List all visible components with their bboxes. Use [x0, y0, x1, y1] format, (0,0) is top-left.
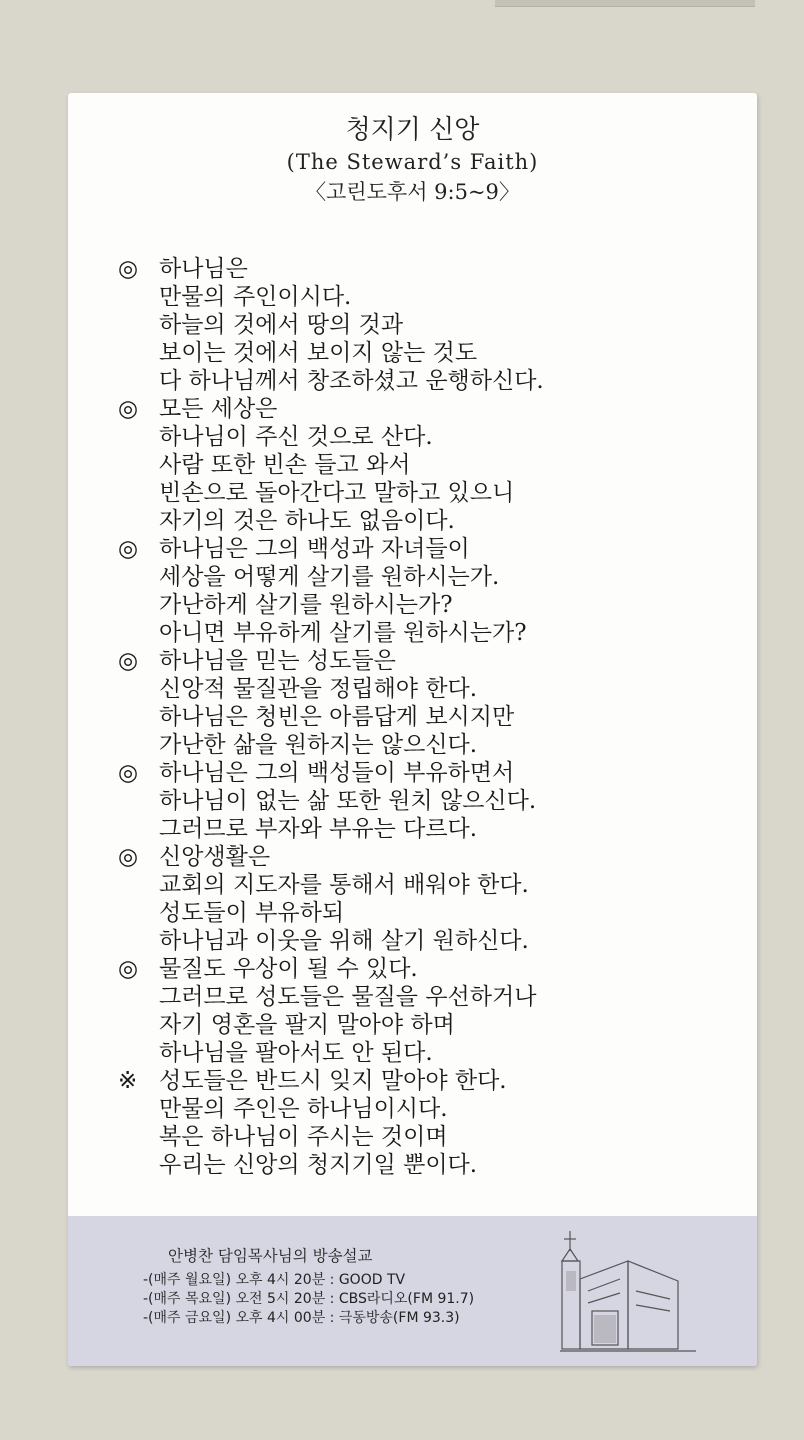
section-8	[118, 1067, 738, 1179]
section-heading	[118, 647, 738, 675]
section-line: 성도들이 부유하되	[159, 900, 345, 926]
section-line: 가난하게 살기를 원하시는가?	[159, 592, 453, 618]
page-title: 청지기 신앙	[345, 115, 480, 145]
section-line: 복은 하나님이 주시는 것이며	[159, 1124, 448, 1150]
section-line: 다 하나님께서 창조하셨고 운행하신다.	[159, 368, 544, 394]
bullseye-bullet-icon: ◎	[118, 256, 139, 282]
bullseye-bullet-icon: ◎	[118, 760, 139, 786]
section-heading	[118, 759, 738, 787]
section-heading	[118, 1067, 738, 1095]
section-heading-text: 성도들은 반드시 잊지 말아야 한다.	[159, 1068, 507, 1094]
section-heading-text: 하나님은 그의 백성과 자녀들이	[159, 536, 470, 562]
bullseye-bullet-icon: ◎	[118, 648, 139, 674]
section-heading	[118, 395, 738, 423]
section-line: 만물의 주인은 하나님이시다.	[159, 1096, 448, 1122]
title-block	[68, 113, 757, 207]
section-line: 교회의 지도자를 통해서 배워야 한다.	[159, 872, 529, 898]
bullseye-bullet-icon: ◎	[118, 956, 139, 982]
section-line: 만물의 주인이시다.	[159, 284, 352, 310]
page-subtitle: (The Steward’s Faith)	[286, 150, 539, 174]
section-heading-text: 하나님을 믿는 성도들은	[159, 648, 396, 674]
section-line: 보이는 것에서 보이지 않는 것도	[159, 340, 478, 366]
sermon-body	[118, 255, 738, 1179]
section-heading-text: 신앙생활은	[159, 844, 271, 870]
section-line: 자기의 것은 하나도 없음이다.	[159, 508, 455, 534]
section-4	[118, 647, 738, 759]
background-shelf-edge	[495, 0, 755, 7]
section-line: 가난한 삶을 원하지는 않으신다.	[159, 732, 478, 758]
reference-mark-icon: ※	[118, 1068, 138, 1094]
broadcast-line: -(매주 목요일) 오전 5시 20분 : CBS라디오(FM 91.7)	[143, 1291, 475, 1307]
section-line: 하나님을 팔아서도 안 된다.	[159, 1040, 433, 1066]
section-heading-text: 하나님은 그의 백성들이 부유하면서	[159, 760, 515, 786]
sermon-card	[68, 93, 757, 1366]
bullseye-bullet-icon: ◎	[118, 396, 139, 422]
section-1	[118, 255, 738, 395]
section-line: 그러므로 성도들은 물질을 우선하거나	[159, 984, 537, 1010]
section-2	[118, 395, 738, 535]
section-line: 그러므로 부자와 부유는 다르다.	[159, 816, 478, 842]
section-heading	[118, 955, 738, 983]
broadcast-line: -(매주 금요일) 오후 4시 00분 : 극동방송(FM 93.3)	[143, 1310, 460, 1326]
section-line: 하나님이 주신 것으로 산다.	[159, 424, 433, 450]
section-5	[118, 759, 738, 843]
church-building-icon	[558, 1221, 698, 1361]
section-heading	[118, 535, 738, 563]
section-6	[118, 843, 738, 955]
section-line: 자기 영혼을 팔지 말아야 하며	[159, 1012, 455, 1038]
bullseye-bullet-icon: ◎	[118, 536, 139, 562]
section-line: 세상을 어떻게 살기를 원하시는가.	[159, 564, 500, 590]
section-heading-text: 물질도 우상이 될 수 있다.	[159, 956, 418, 982]
section-7	[118, 955, 738, 1067]
broadcast-footer	[68, 1216, 757, 1366]
broadcast-schedule	[143, 1271, 474, 1328]
section-line: 아니면 부유하게 살기를 원하시는가?	[159, 620, 527, 646]
section-line: 하나님이 없는 삶 또한 원치 않으신다.	[159, 788, 537, 814]
section-heading	[118, 843, 738, 871]
broadcast-line: -(매주 월요일) 오후 4시 20분 : GOOD TV	[143, 1272, 406, 1288]
section-line: 신앙적 물질관을 정립해야 한다.	[159, 676, 478, 702]
section-line: 우리는 신앙의 청지기일 뿐이다.	[159, 1152, 478, 1178]
section-line: 사람 또한 빈손 들고 와서	[159, 452, 411, 478]
section-heading-text: 하나님은	[159, 256, 248, 282]
section-3	[118, 535, 738, 647]
broadcast-title: 안병찬 담임목사님의 방송설교	[168, 1247, 373, 1265]
section-heading	[118, 255, 738, 283]
section-line: 빈손으로 돌아간다고 말하고 있으니	[159, 480, 515, 506]
section-heading-text: 모든 세상은	[159, 396, 278, 422]
scripture-reference: 〈고린도후서 9:5~9〉	[305, 180, 520, 204]
section-line: 하나님은 청빈은 아름답게 보시지만	[159, 704, 515, 730]
section-line: 하나님과 이웃을 위해 살기 원하신다.	[159, 928, 529, 954]
bullseye-bullet-icon: ◎	[118, 844, 139, 870]
section-line: 하늘의 것에서 땅의 것과	[159, 312, 404, 338]
